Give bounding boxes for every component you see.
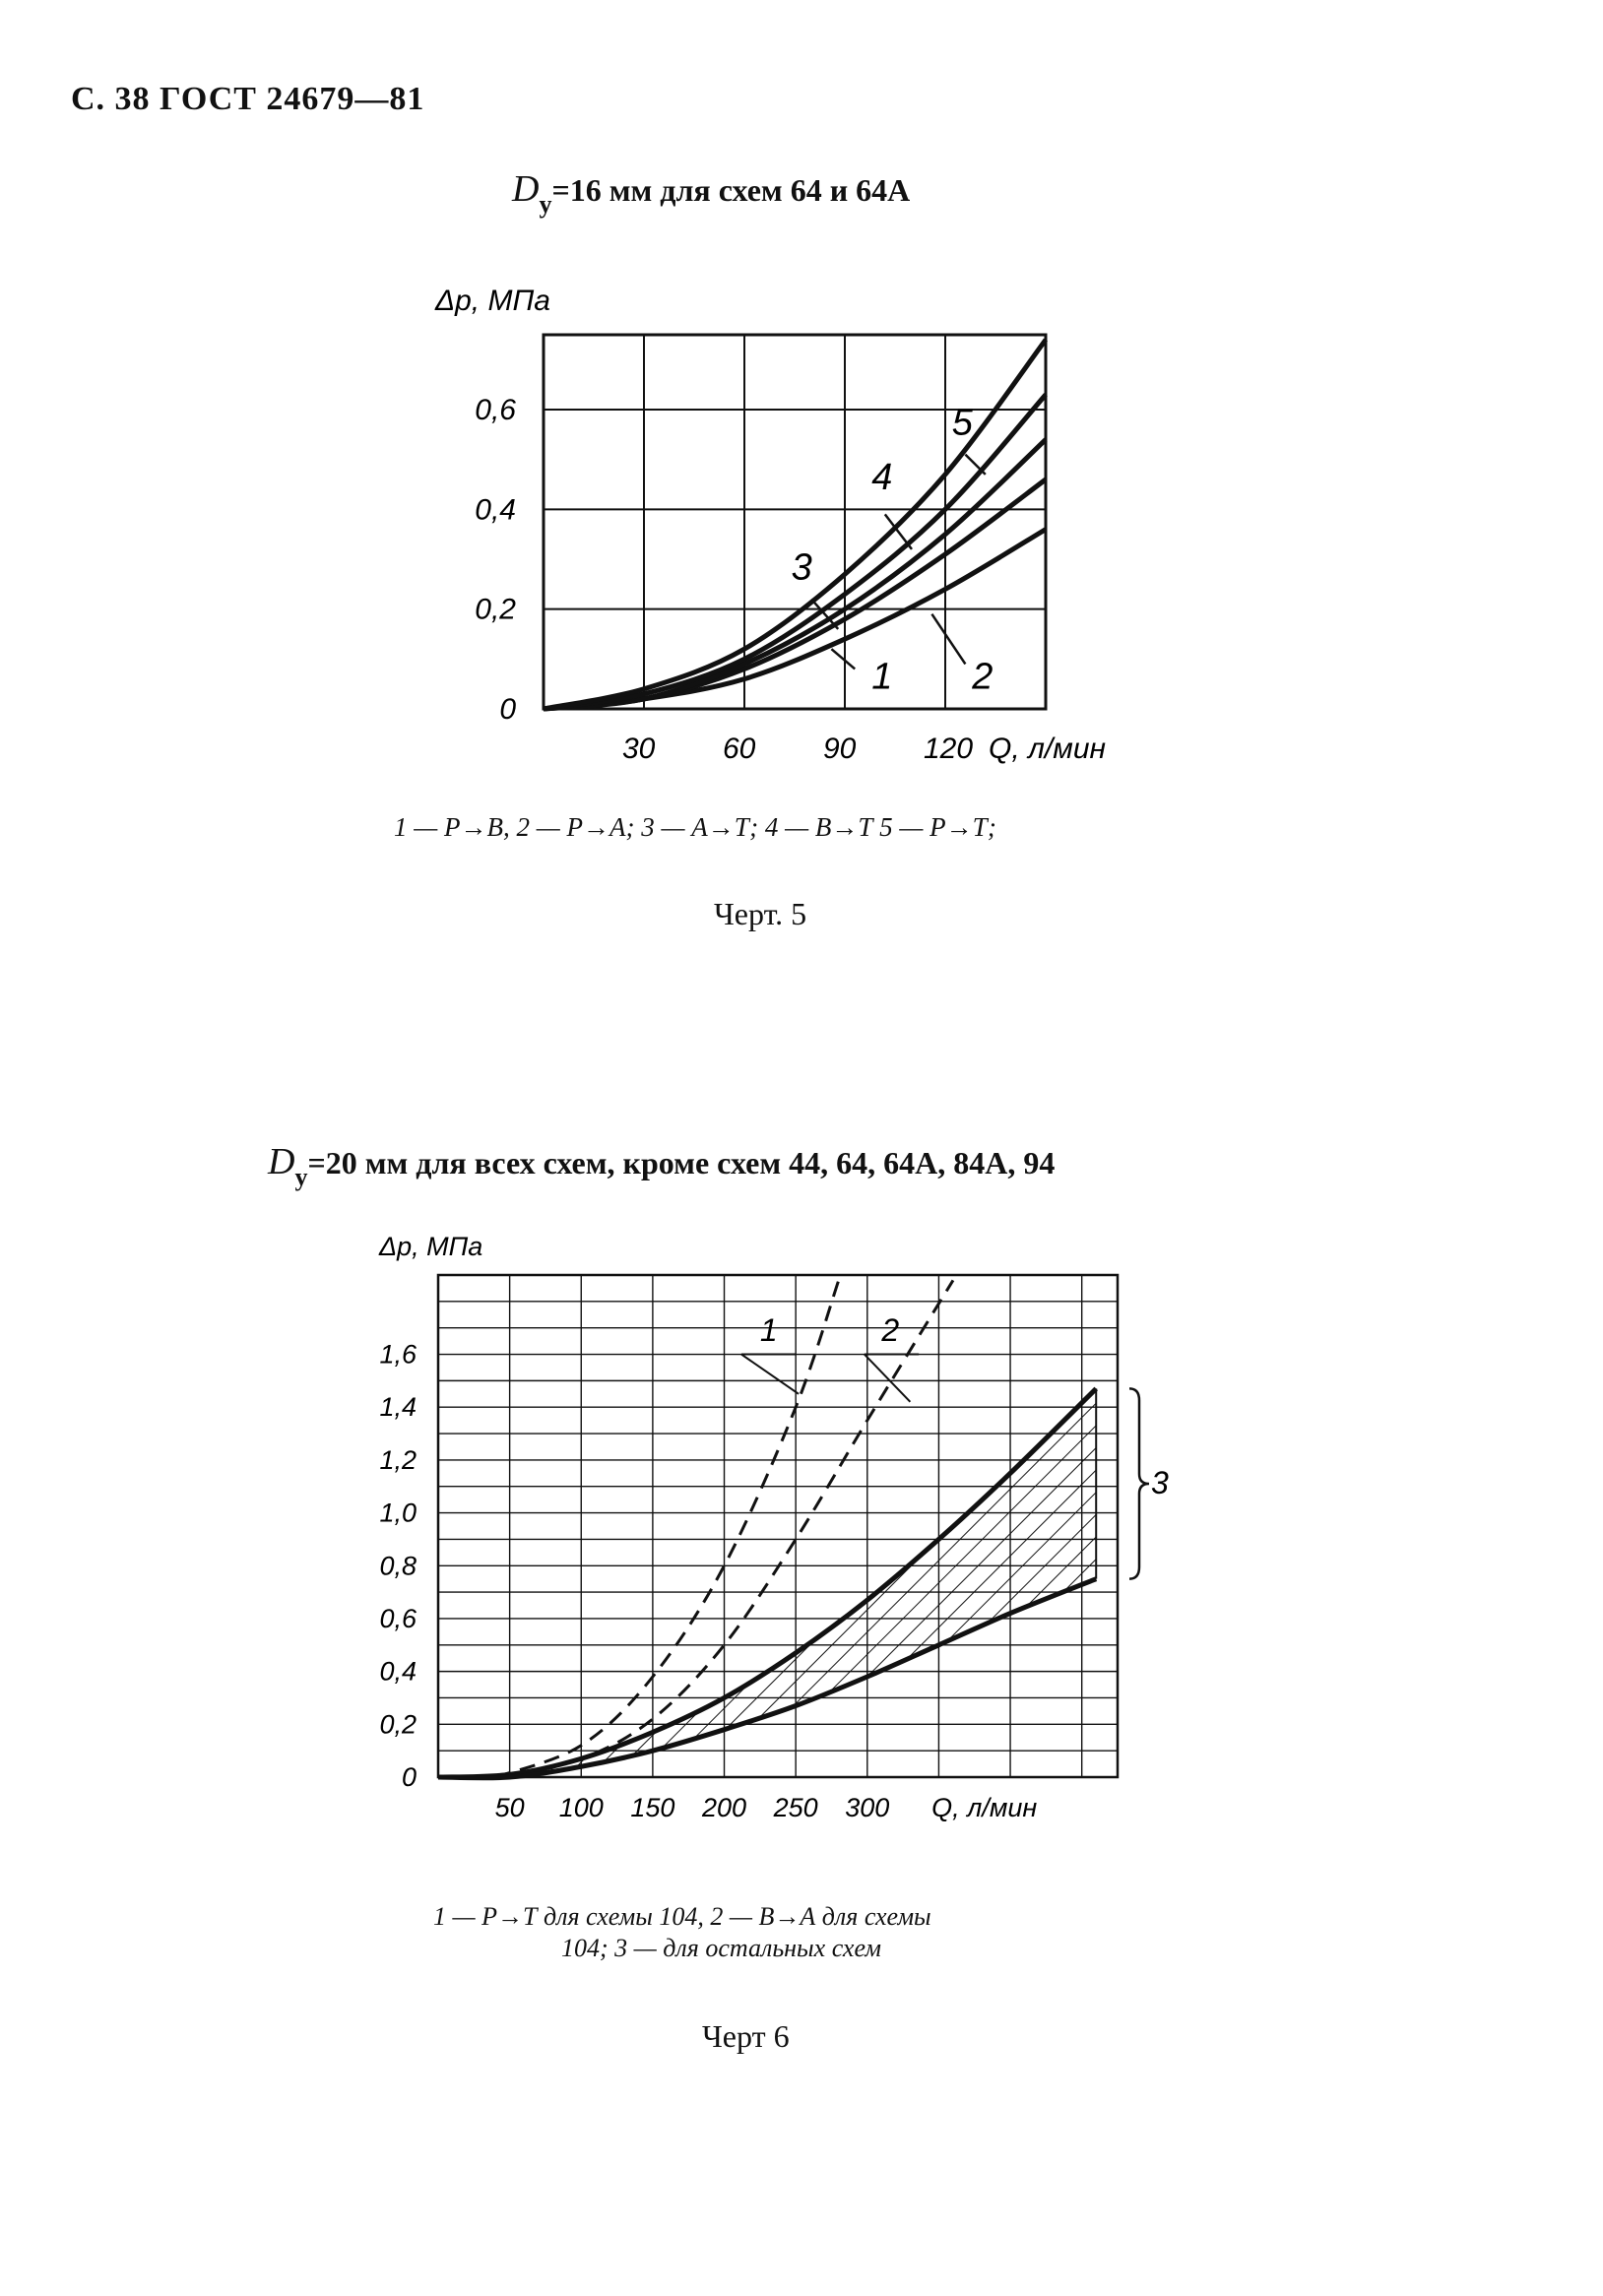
figure6-title-subscript: у bbox=[294, 1163, 308, 1191]
figure5-title bbox=[512, 167, 911, 219]
x-tick-label: 120 bbox=[924, 733, 974, 765]
figure5-chart bbox=[414, 276, 1107, 765]
figure6-legend-line1: 1 — Р→Т для схемы 104, 2 — В→А для схемы bbox=[433, 1902, 931, 1931]
figure6-caption: Черт 6 bbox=[702, 2018, 790, 2054]
x-tick-label: 50 bbox=[494, 1793, 525, 1822]
curve-leader-2 bbox=[931, 614, 965, 665]
x-tick-label: 100 bbox=[558, 1793, 604, 1822]
band-brace bbox=[1129, 1388, 1149, 1578]
x-axis-label: Q, л/мин bbox=[989, 733, 1107, 765]
x-tick-label: 300 bbox=[845, 1793, 890, 1822]
curve-leader-1 bbox=[831, 649, 855, 669]
figure5-title-symbol: D bbox=[512, 168, 540, 210]
plot-frame bbox=[544, 335, 1046, 709]
curve-label-3: 3 bbox=[1151, 1465, 1169, 1501]
x-tick-label: 150 bbox=[630, 1793, 675, 1822]
curve-label-1: 1 bbox=[759, 1312, 778, 1349]
curve-label-5: 5 bbox=[951, 402, 973, 444]
y-tick-label: 1,2 bbox=[379, 1444, 417, 1475]
figure6-legend-line2: 104; 3 — для остальных схем bbox=[561, 1934, 881, 1962]
figure6-title bbox=[268, 1140, 1056, 1191]
series-line-5 bbox=[544, 340, 1046, 709]
y-tick-label: 0,6 bbox=[475, 394, 516, 426]
y-tick-label: 1,6 bbox=[379, 1339, 417, 1370]
y-tick-label: 0,4 bbox=[379, 1656, 417, 1687]
x-axis-label: Q, л/мин bbox=[931, 1793, 1038, 1822]
x-tick-label: 90 bbox=[823, 733, 857, 765]
y-tick-label: 1,4 bbox=[379, 1392, 417, 1423]
figure5-legend: 1 — Р→В, 2 — Р→А; 3 — А→Т; 4 — В→Т 5 — Р→Т; bbox=[394, 812, 996, 842]
curve-label-3: 3 bbox=[791, 546, 812, 589]
y-tick-label: 0,2 bbox=[475, 593, 516, 626]
x-tick-label: 60 bbox=[723, 733, 756, 765]
x-tick-label: 200 bbox=[701, 1793, 747, 1822]
curve-label-4: 4 bbox=[871, 457, 893, 499]
y-axis-label: Δр, МПа bbox=[379, 1232, 483, 1261]
curve-label-2: 2 bbox=[972, 656, 994, 698]
y-axis-label: Δр, МПа bbox=[435, 285, 550, 317]
y-tick-label: 0,4 bbox=[475, 493, 516, 527]
x-tick-label: 250 bbox=[773, 1793, 818, 1822]
y-tick-label: 0,8 bbox=[379, 1551, 417, 1581]
curve-label-1: 1 bbox=[871, 656, 893, 698]
figure6-chart bbox=[364, 1221, 1169, 1851]
y-tick-label: 0,6 bbox=[379, 1603, 417, 1633]
x-tick-label: 30 bbox=[622, 733, 656, 765]
curve-leader-2b bbox=[865, 1355, 910, 1402]
page-header: С. 38 ГОСТ 24679—81 bbox=[71, 81, 425, 117]
figure5-title-subscript: у bbox=[539, 190, 552, 219]
y-tick-label: 0,2 bbox=[379, 1709, 417, 1740]
curve-label-2: 2 bbox=[881, 1312, 900, 1349]
y-tick-label: 1,0 bbox=[379, 1498, 417, 1528]
y-tick-label: 0 bbox=[499, 693, 516, 726]
figure5-caption: Черт. 5 bbox=[714, 896, 807, 931]
figure6-title-symbol: D bbox=[268, 1141, 295, 1182]
curve-leader-1b bbox=[741, 1355, 799, 1394]
curve-leader-5 bbox=[965, 455, 985, 475]
y-tick-label: 0 bbox=[401, 1762, 417, 1792]
figure5-title-rest: =16 мм для схем 64 и 64А bbox=[551, 172, 911, 208]
figure6-title-rest: =20 мм для всех схем, кроме схем 44, 64, 64А, 84А, 94 bbox=[307, 1145, 1056, 1180]
